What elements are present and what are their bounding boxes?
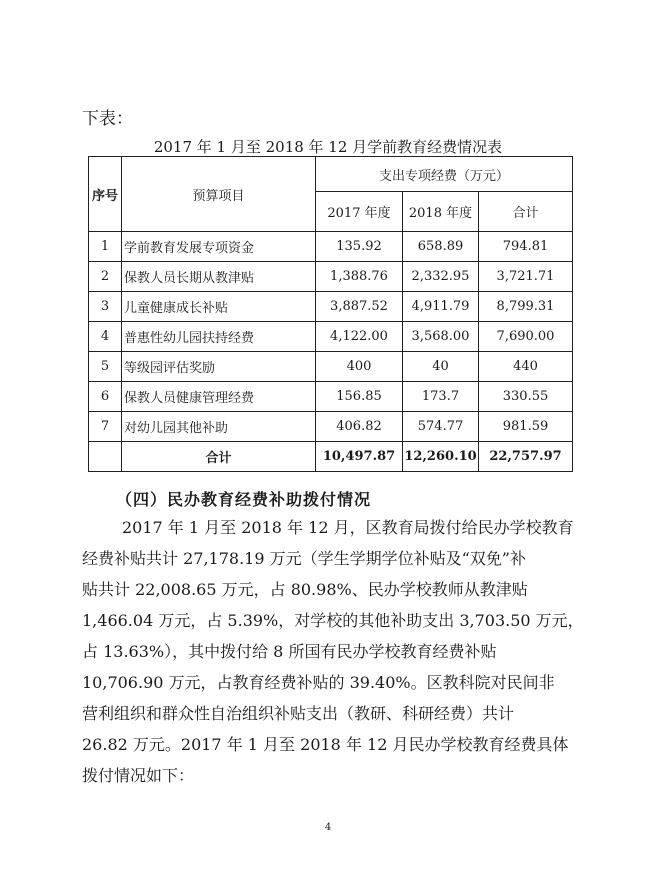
row-no: 6 xyxy=(89,382,122,412)
paragraph-line: 10,706.90 万元，占教育经费补贴的 39.40%。区教科院对民间非 xyxy=(82,673,555,692)
paragraph-line: 经费补贴共计 27,178.19 万元（学生学期学位补贴及“双免”补 xyxy=(82,549,526,568)
row-total: 794.81 xyxy=(479,232,573,262)
sum-total: 22,757.97 xyxy=(479,442,573,472)
header-no: 序号 xyxy=(89,157,122,232)
header-total: 合计 xyxy=(479,192,573,232)
row-2018: 2,332.95 xyxy=(403,262,479,292)
table-row xyxy=(89,322,573,352)
row-2017: 3,887.52 xyxy=(316,292,403,322)
table-row xyxy=(89,382,573,412)
header-2017: 2017 年度 xyxy=(316,192,403,232)
row-item: 儿童健康成长补贴 xyxy=(122,292,316,322)
table-caption: 2017 年 1 月至 2018 年 12 月学前教育经费情况表 xyxy=(153,138,503,156)
row-item: 对幼儿园其他补助 xyxy=(122,412,316,442)
paragraph-line: 2017 年 1 月至 2018 年 12 月，区教育局拨付给民办学校教育 xyxy=(122,518,574,537)
row-2017: 135.92 xyxy=(316,232,403,262)
sum-2017: 10,497.87 xyxy=(316,442,403,472)
row-item: 保教人员健康管理经费 xyxy=(122,382,316,412)
row-no: 5 xyxy=(89,352,122,382)
table-row xyxy=(89,262,573,292)
row-no: 1 xyxy=(89,232,122,262)
sum-label: 合计 xyxy=(122,442,316,472)
paragraph-line: 占 13.63%），其中拨付给 8 所国有民办学校教育经费补贴 xyxy=(82,642,497,661)
row-no: 4 xyxy=(89,322,122,352)
row-2017: 1,388.76 xyxy=(316,262,403,292)
table-sum-row xyxy=(89,442,573,472)
row-item: 保教人员长期从教津贴 xyxy=(122,262,316,292)
sum-no-cell xyxy=(89,442,122,472)
row-2017: 4,122.00 xyxy=(316,322,403,352)
row-2018: 574.77 xyxy=(403,412,479,442)
row-item: 普惠性幼儿园扶持经费 xyxy=(122,322,316,352)
section-title: （四）民办教育经费补助拨付情况 xyxy=(116,490,372,509)
row-2017: 156.85 xyxy=(316,382,403,412)
row-2018: 173.7 xyxy=(403,382,479,412)
header-group: 支出专项经费（万元） xyxy=(316,157,573,192)
row-total: 3,721.71 xyxy=(479,262,573,292)
paragraph-line: 1,466.04 万元，占 5.39%，对学校的其他补助支出 3,703.50 万元， xyxy=(82,611,584,630)
paragraph-line: 贴共计 22,008.65 万元，占 80.98%、民办学校教师从教津贴 xyxy=(82,580,528,599)
row-total: 8,799.31 xyxy=(479,292,573,322)
budget-table xyxy=(88,156,573,472)
row-item: 学前教育发展专项资金 xyxy=(122,232,316,262)
intro-text: 下表： xyxy=(82,109,133,129)
row-total: 7,690.00 xyxy=(479,322,573,352)
row-total: 440 xyxy=(479,352,573,382)
row-total: 981.59 xyxy=(479,412,573,442)
table-row xyxy=(89,292,573,322)
row-2017: 400 xyxy=(316,352,403,382)
row-total: 330.55 xyxy=(479,382,573,412)
paragraph-line: 营利组织和群众性自治组织补贴支出（教研、科研经费）共计 xyxy=(82,704,515,723)
row-no: 3 xyxy=(89,292,122,322)
body-paragraph xyxy=(82,512,582,791)
paragraph-line: 26.82 万元。2017 年 1 月至 2018 年 12 月民办学校教育经费具体 xyxy=(82,735,569,754)
header-item: 预算项目 xyxy=(122,157,316,232)
row-2018: 4,911.79 xyxy=(403,292,479,322)
row-item: 等级园评估奖励 xyxy=(122,352,316,382)
row-2018: 3,568.00 xyxy=(403,322,479,352)
table-row xyxy=(89,352,573,382)
row-no: 2 xyxy=(89,262,122,292)
sum-2018: 12,260.10 xyxy=(403,442,479,472)
row-2017: 406.82 xyxy=(316,412,403,442)
paragraph-line: 拨付情况如下： xyxy=(82,766,195,785)
table-row xyxy=(89,232,573,262)
table-row xyxy=(89,412,573,442)
row-2018: 40 xyxy=(403,352,479,382)
page-number: 4 xyxy=(324,822,332,833)
header-2018: 2018 年度 xyxy=(403,192,479,232)
row-2018: 658.89 xyxy=(403,232,479,262)
row-no: 7 xyxy=(89,412,122,442)
